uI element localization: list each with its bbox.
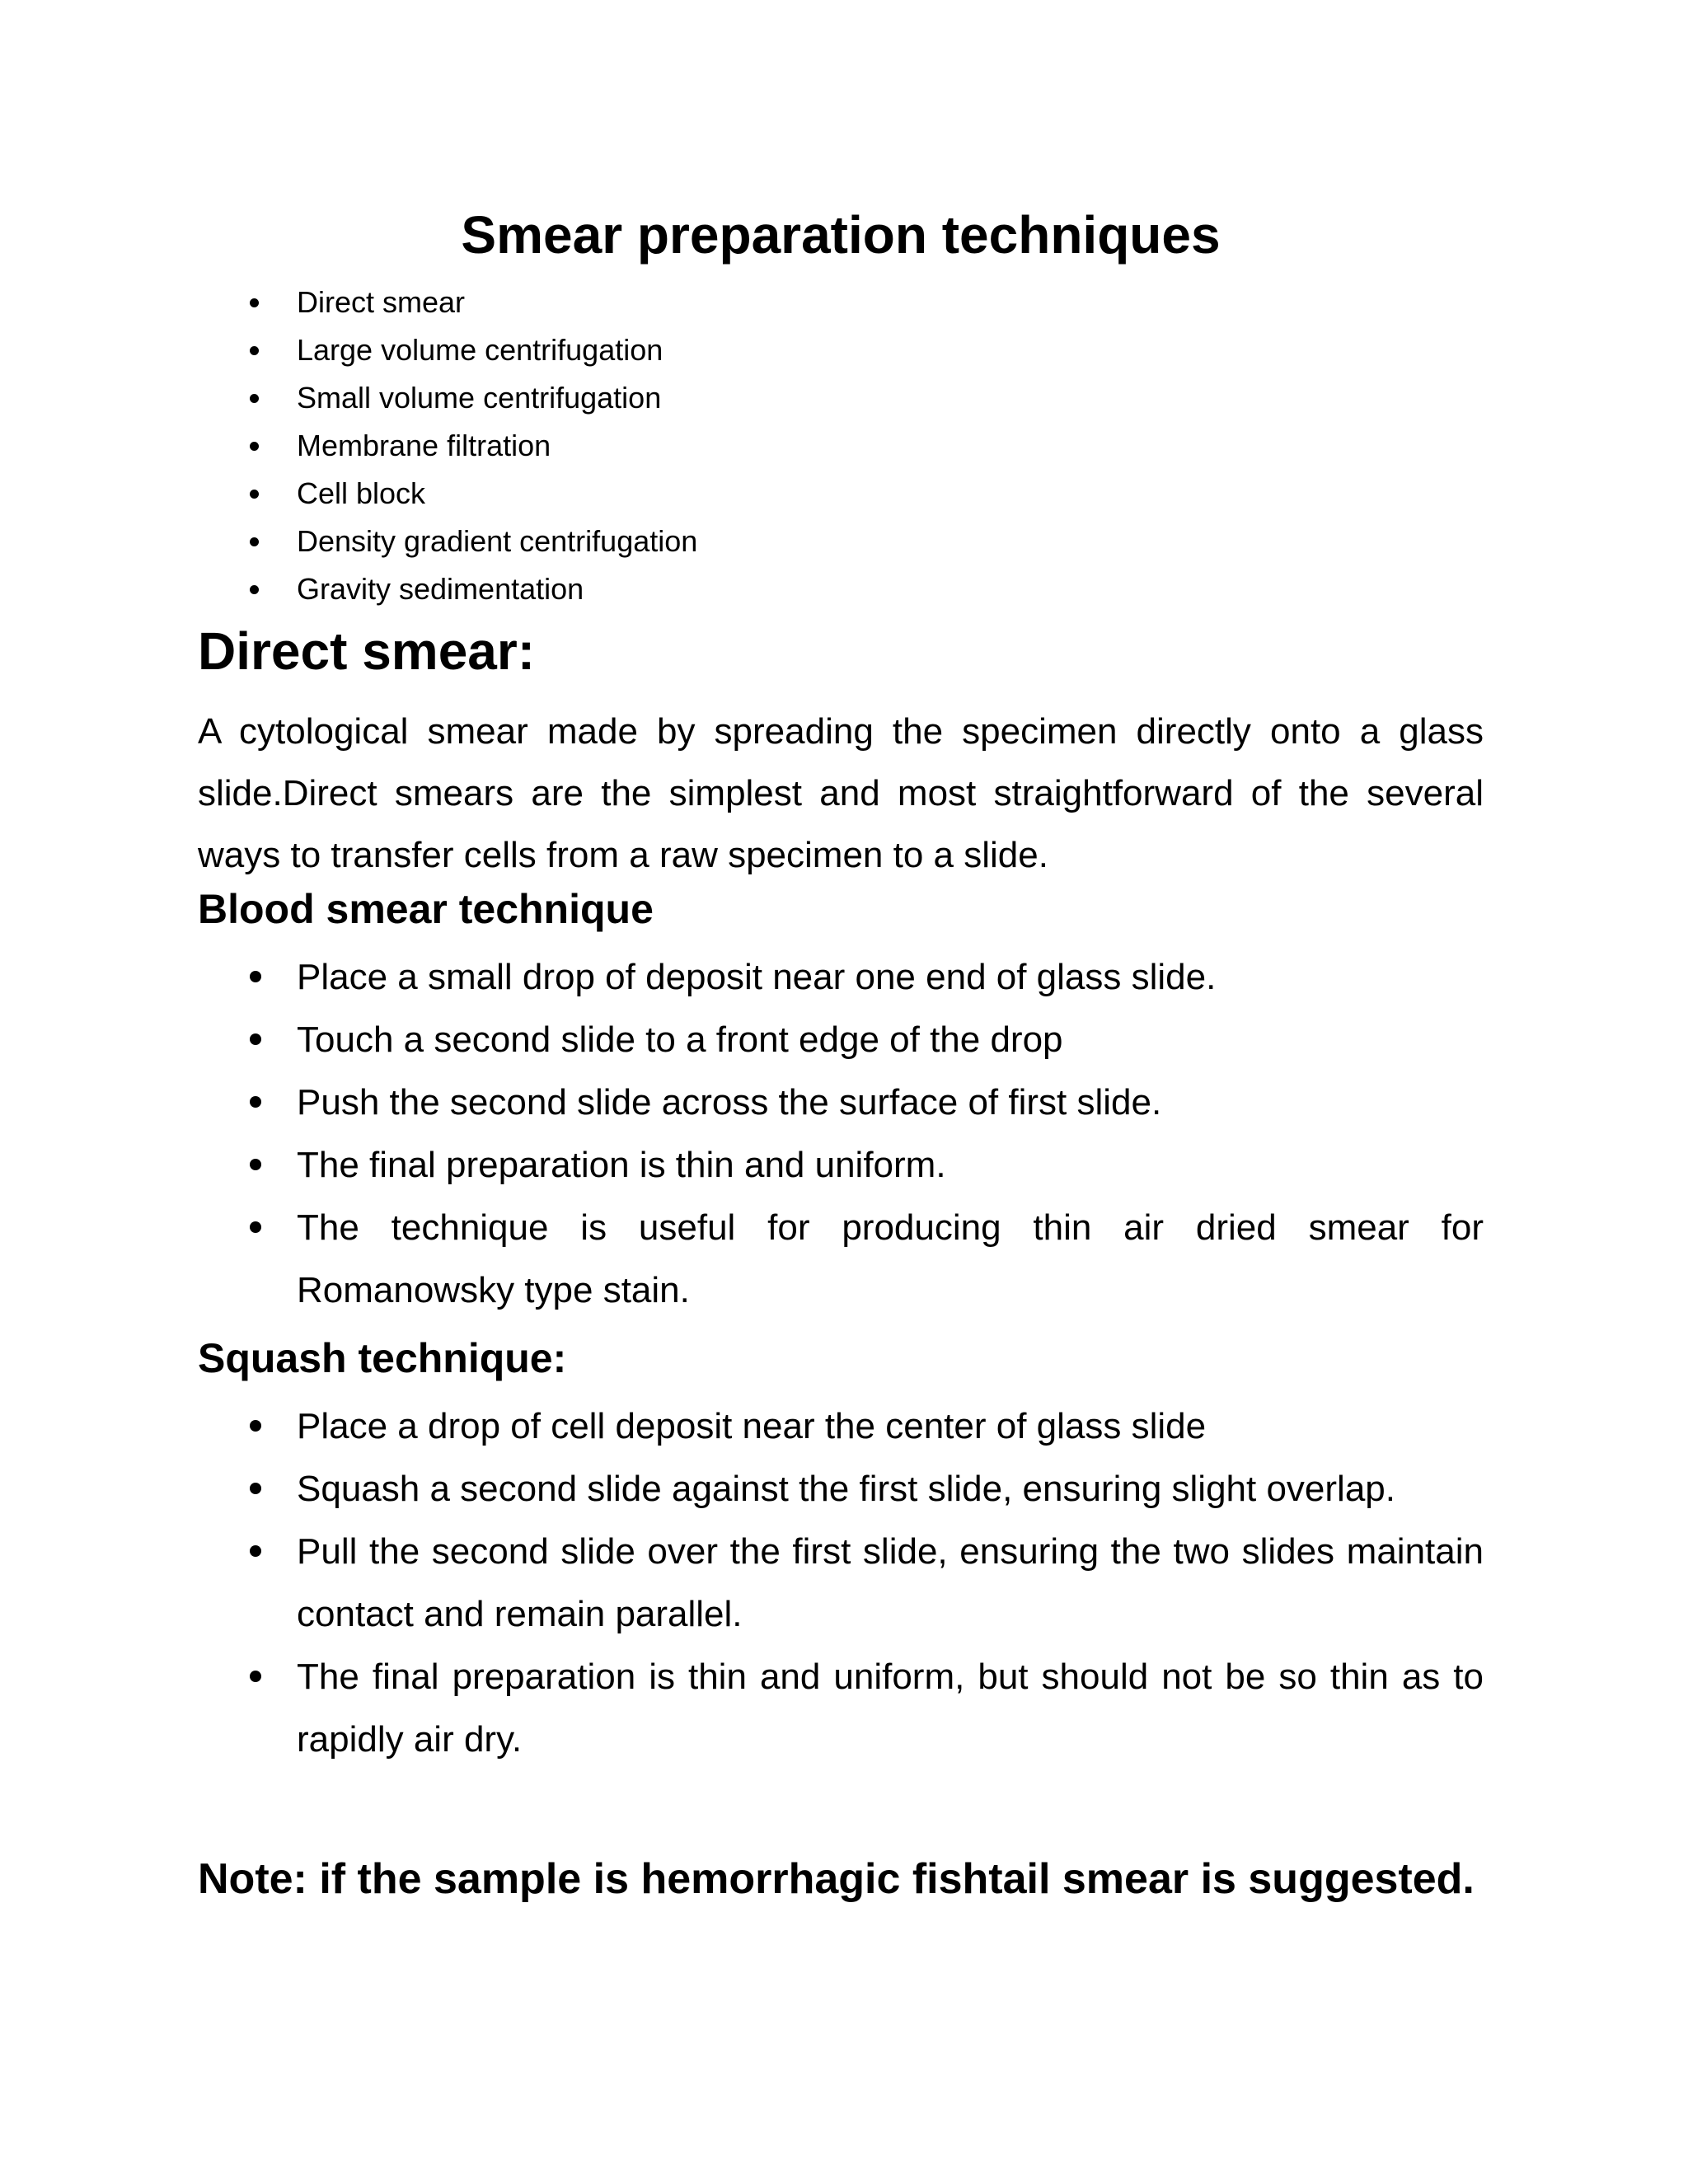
list-item: The final preparation is thin and uniform. — [198, 1134, 1484, 1197]
direct-smear-paragraph: A cytological smear made by spreading the specimen directly onto a glass slide.Direct smears are the simplest and most straightforward of the several ways to transfer cells from a raw specimen to a slide. — [198, 711, 1484, 875]
list-item: Density gradient centrifugation — [198, 518, 1484, 565]
list-item: Direct smear — [198, 279, 1484, 326]
list-item: Large volume centrifugation — [198, 326, 1484, 374]
note-text: Note: if the sample is hemorrhagic fishtail smear is suggested. — [198, 1855, 1475, 1903]
techniques-list — [198, 279, 1484, 613]
list-item: Small volume centrifugation — [198, 374, 1484, 422]
list-item: The technique is useful for producing thin air dried smear for Romanowsky type stain. — [198, 1197, 1484, 1322]
blood-smear-steps — [198, 946, 1484, 1322]
list-item: Gravity sedimentation — [198, 565, 1484, 613]
page-title: Smear preparation techniques — [461, 205, 1221, 265]
list-item: Push the second slide across the surface of first slide. — [198, 1071, 1484, 1134]
list-item: Place a small drop of deposit near one end of glass slide. — [198, 946, 1484, 1009]
list-item: Pull the second slide over the first slide, ensuring the two slides maintain contact and remain parallel. — [198, 1521, 1484, 1646]
list-item: Cell block — [198, 470, 1484, 518]
squash-heading: Squash technique: — [198, 1335, 567, 1381]
blood-smear-heading: Blood smear technique — [198, 886, 654, 932]
squash-steps — [198, 1395, 1484, 1771]
direct-smear-heading: Direct smear: — [198, 621, 536, 681]
list-item: The final preparation is thin and uniform, but should not be so thin as to rapidly air dry. — [198, 1646, 1484, 1771]
list-item: Membrane filtration — [198, 422, 1484, 470]
list-item: Place a drop of cell deposit near the center of glass slide — [198, 1395, 1484, 1458]
list-item: Touch a second slide to a front edge of the drop — [198, 1009, 1484, 1071]
list-item: Squash a second slide against the first slide, ensuring slight overlap. — [198, 1458, 1484, 1521]
